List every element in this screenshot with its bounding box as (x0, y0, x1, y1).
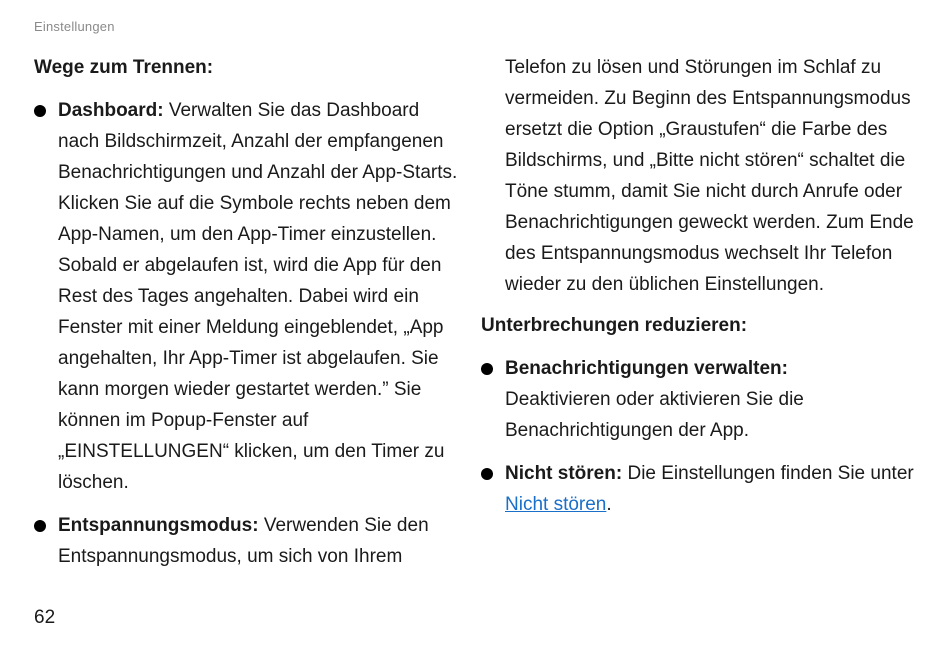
term-relax-mode: Entspannungsmodus: (58, 515, 259, 536)
right-column (481, 52, 916, 532)
description-do-not-disturb: Die Einstellungen finden Sie unter (622, 463, 914, 484)
description-manage-notifications: Deaktivieren oder aktivieren Sie die Benachrichtigungen der App. (505, 389, 804, 441)
section-header: Einstellungen (34, 19, 115, 34)
description-dashboard: Verwalten Sie das Dashboard nach Bildschirmzeit, Anzahl der empfangenen Benachrichtigungen und Anzahl der App-Starts. Klicken Sie auf die Symbole rechts neben dem App-Namen, um den App-Timer einzustellen. Sobald er abgelaufen ist, wird die App für den Rest des Tages angehalten. Dabei wird ein Fenster mit einer Meldung eingeblendet, „App angehalten, Ihr App-Timer ist abgelaufen. Sie kann morgen wieder gestartet werden.” Sie können im Popup-Fenster auf „EINSTELLUNGEN“ klicken, um den Timer zu löschen. (58, 100, 458, 493)
description-do-not-disturb-end: . (606, 494, 612, 515)
do-not-disturb-link[interactable]: Nicht stören (505, 494, 607, 515)
bullet-icon (481, 363, 493, 375)
section-heading-interruptions: Unterbrechungen reduzieren: (481, 315, 748, 336)
bullet-icon (481, 468, 493, 480)
list-item-manage-notifications (481, 353, 916, 446)
bullet-icon (34, 520, 46, 532)
page-number: 62 (34, 607, 56, 628)
term-do-not-disturb: Nicht stören: (505, 463, 623, 484)
bullet-icon (34, 105, 46, 117)
term-dashboard: Dashboard: (58, 100, 164, 121)
section-heading-disconnect: Wege zum Trennen: (34, 57, 214, 78)
list-item-dashboard (34, 95, 459, 498)
left-column (34, 52, 459, 584)
description-relax-mode: Verwenden Sie den Entspannungsmodus, um sich von Ihrem (58, 515, 429, 567)
list-item-relax-mode (34, 510, 459, 572)
list-item-do-not-disturb (481, 458, 916, 520)
term-manage-notifications: Benachrichtigungen verwalten: (505, 358, 788, 379)
continuation-text: Telefon zu lösen und Störungen im Schlaf zu vermeiden. Zu Beginn des Entspannungsmodus ersetzt die Option „Graustufen“ die Farbe des Bildschirms, und „Bitte nicht stören“ schaltet die Töne stumm, damit Sie nicht durch Anrufe oder Benachrichtigungen geweckt werden. Zum Ende des Entspannungsmodus wechselt Ihr Telefon wieder zu den üblichen Einstellungen. (505, 57, 914, 295)
